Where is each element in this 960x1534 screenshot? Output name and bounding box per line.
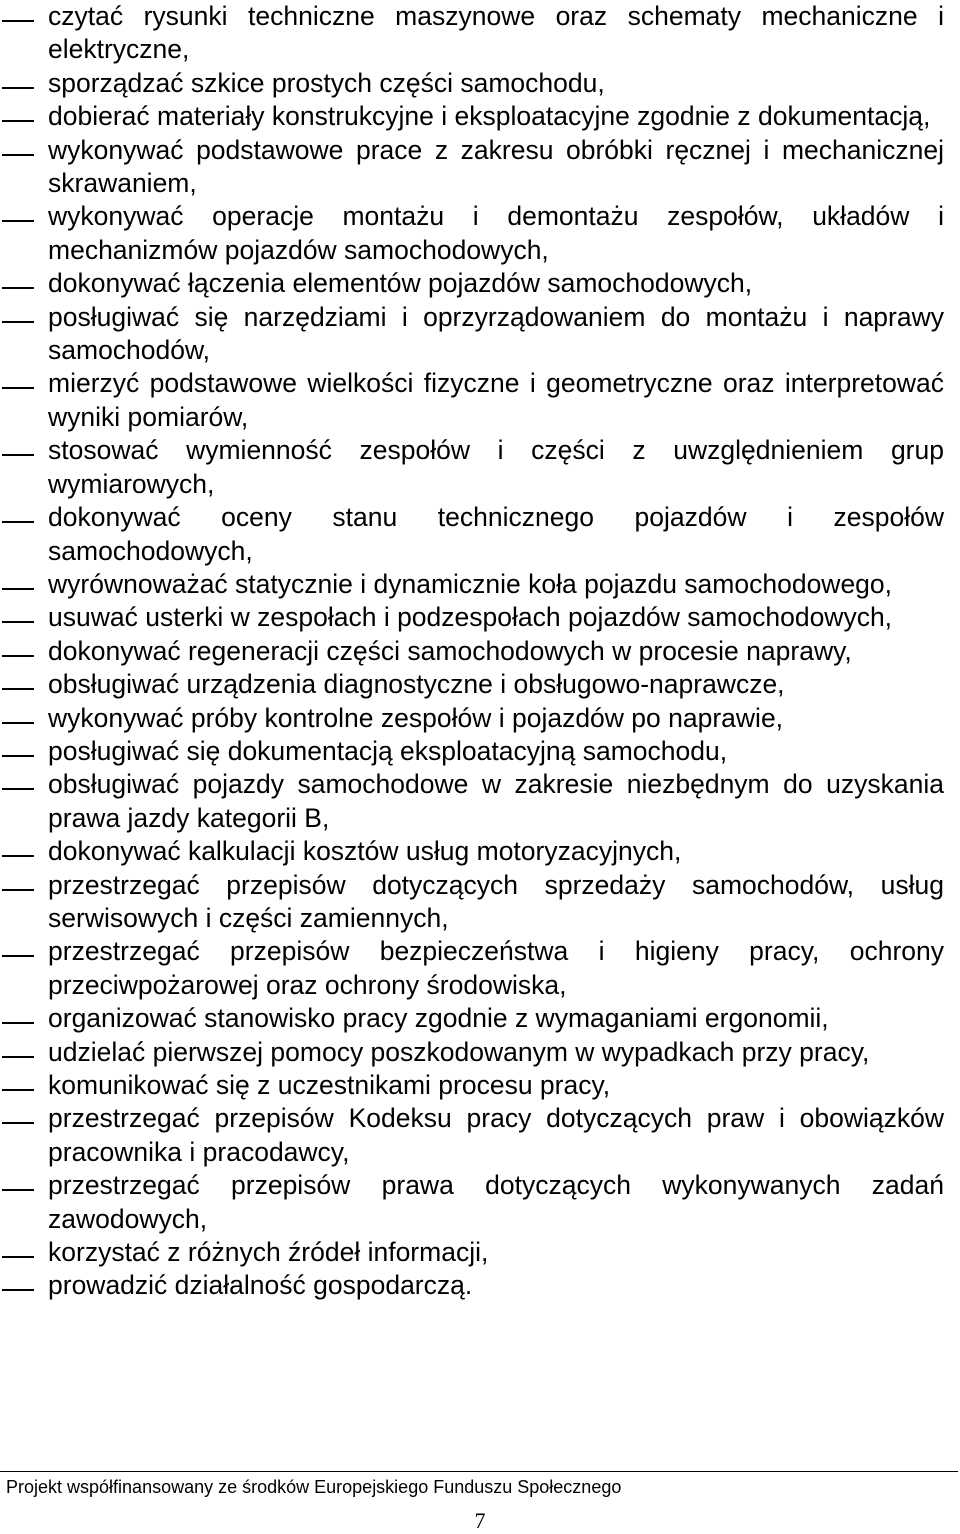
list-item (0, 735, 960, 768)
list-item (0, 668, 960, 701)
dash-bullet (2, 621, 34, 623)
list-item-text: wyrównoważać statycznie i dynamicznie koła pojazdu samochodowego, (48, 568, 893, 599)
list-item-text: dobierać materiały konstrukcyjne i eksploatacyjne zgodnie z dokumentacją, (48, 101, 931, 132)
list-item (0, 1169, 960, 1236)
dash-bullet (2, 321, 34, 323)
list-item (0, 200, 960, 267)
list-item (0, 835, 960, 868)
list-item (0, 768, 960, 835)
list-item-text: mierzyć podstawowe wielkości fizyczne i geometryczne oraz interpretować wyniki pomiarów, (48, 368, 944, 432)
list-item-text: posługiwać się dokumentacją eksploatacyjną samochodu, (48, 735, 728, 766)
list-item (0, 301, 960, 368)
dash-bullet (2, 1022, 34, 1024)
dash-bullet (2, 755, 34, 757)
dash-bullet (2, 87, 34, 89)
footer-funding-note: Projekt współfinansowany ze środków Europejskiego Funduszu Społecznego (6, 1477, 622, 1497)
list-item-text: obsługiwać urządzenia diagnostyczne i obsługowo-naprawcze, (48, 669, 785, 700)
dash-bullet (2, 688, 34, 690)
dash-bullet (2, 454, 34, 456)
list-item-text: posługiwać się narzędziami i oprzyrządowaniem do montażu i naprawy samochodów, (48, 301, 944, 366)
page-number: 7 (474, 1508, 486, 1533)
dash-bullet (2, 655, 34, 657)
list-item-text: dokonywać kalkulacji kosztów usług motoryzacyjnych, (48, 836, 682, 867)
list-item-text: usuwać usterki w zespołach i podzespołach pojazdów samochodowych, (48, 602, 893, 633)
list-item-text: czytać rysunki techniczne maszynowe oraz schematy mechaniczne i elektryczne, (48, 1, 944, 65)
list-item-text: przestrzegać przepisów dotyczących sprzedaży samochodów, usług serwisowych i części zamiennych, (48, 869, 944, 933)
list-item (0, 1002, 960, 1035)
list-item-text: przestrzegać przepisów prawa dotyczących wykonywanych zadań zawodowych, (48, 1170, 944, 1234)
list-item-text: organizować stanowisko pracy zgodnie z wymaganiami ergonomii, (48, 1003, 829, 1034)
dash-bullet (2, 955, 34, 957)
dash-bullet (2, 855, 34, 857)
list-item (0, 601, 960, 634)
list-item-text: przestrzegać przepisów Kodeksu pracy dotyczących praw i obowiązków pracownika i pracodawcy, (48, 1103, 944, 1167)
dash-bullet (2, 722, 34, 724)
list-item-text: dokonywać regeneracji części samochodowych w procesie naprawy, (48, 635, 852, 666)
dash-bullet (2, 889, 34, 891)
list-item (0, 1036, 960, 1069)
list-item (0, 134, 960, 201)
list-item (0, 635, 960, 668)
list-item (0, 702, 960, 735)
dash-bullet (2, 521, 34, 523)
dash-bullet (2, 120, 34, 122)
list-item (0, 935, 960, 1002)
dash-bullet (2, 1122, 34, 1124)
list-item (0, 0, 960, 67)
dash-bullet (2, 1256, 34, 1258)
list-item-text: wykonywać próby kontrolne zespołów i pojazdów po naprawie, (48, 702, 784, 733)
list-item (0, 367, 960, 434)
dash-bullet (2, 1189, 34, 1191)
dash-bullet (2, 788, 34, 790)
list-item (0, 869, 960, 936)
list-item-text: dokonywać łączenia elementów pojazdów samochodowych, (48, 268, 753, 299)
list-item (0, 434, 960, 501)
footer-divider (0, 1471, 958, 1472)
dash-bullet (2, 1289, 34, 1291)
list-item-text: prowadzić działalność gospodarczą. (48, 1270, 473, 1301)
list-item (0, 568, 960, 601)
dash-bullet (2, 387, 34, 389)
dash-bullet (2, 20, 34, 22)
list-item-text: dokonywać oceny stanu technicznego pojazdów i zespołów samochodowych, (48, 502, 944, 566)
dash-bullet (2, 1089, 34, 1091)
list-item-text: wykonywać podstawowe prace z zakresu obróbki ręcznej i mechanicznej skrawaniem, (48, 134, 944, 199)
dash-bullet (2, 588, 34, 590)
dash-bullet (2, 1056, 34, 1058)
list-item-text: przestrzegać przepisów bezpieczeństwa i higieny pracy, ochrony przeciwpożarowej oraz ochrony środowiska, (48, 936, 944, 1000)
dash-bullet (2, 220, 34, 222)
dash-bullet (2, 287, 34, 289)
list-item-text: obsługiwać pojazdy samochodowe w zakresie niezbędnym do uzyskania prawa jazdy kategorii B, (48, 769, 944, 833)
list-item-text: wykonywać operacje montażu i demontażu zespołów, układów i mechanizmów pojazdów samochodowych, (48, 201, 944, 265)
list-item (0, 501, 960, 568)
list-item-text: komunikować się z uczestnikami procesu pracy, (48, 1070, 611, 1100)
dash-bullet (2, 154, 34, 156)
list-item (0, 1269, 960, 1302)
list-item (0, 267, 960, 300)
list-item (0, 1236, 960, 1269)
list-item-text: korzystać z różnych źródeł informacji, (48, 1237, 489, 1268)
list-item-text: udzielać pierwszej pomocy poszkodowanym w wypadkach przy pracy, (48, 1036, 870, 1067)
list-item (0, 100, 960, 133)
list-item (0, 67, 960, 100)
list-item-text: sporządzać szkice prostych części samochodu, (48, 67, 605, 98)
list-item (0, 1069, 960, 1102)
list-item (0, 1102, 960, 1169)
list-item-text: stosować wymienność zespołów i części z uwzględnieniem grup wymiarowych, (48, 435, 944, 499)
